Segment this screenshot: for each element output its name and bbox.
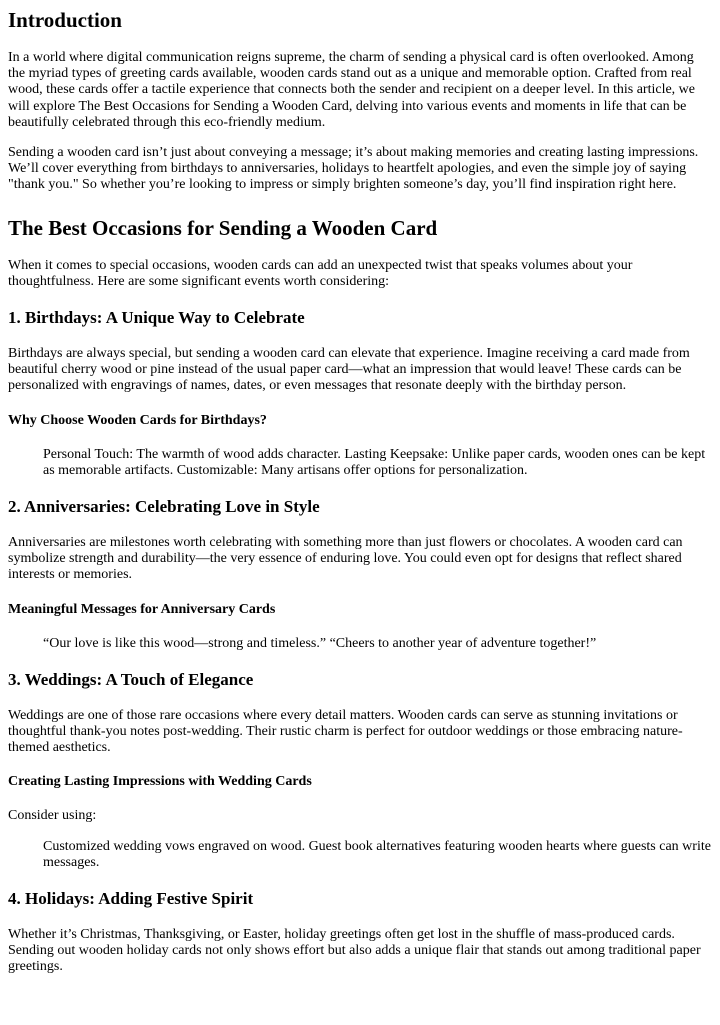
section-holidays-heading: 4. Holidays: Adding Festive Spirit [8, 889, 254, 909]
section-weddings-subheading: Creating Lasting Impressions with Wedding Cards [8, 774, 312, 790]
section-anniversaries-quote: “Our love is like this wood—strong and timeless.” “Cheers to another year of adventure together!” [43, 635, 597, 651]
section-holidays-paragraph: Whether it’s Christmas, Thanksgiving, or Easter, holiday greetings often get lost in the shuffle of mass-produced cards. Sending out wooden holiday cards not only shows effort but also adds a unique flair that stands out among traditional paper greetings. [8, 927, 701, 975]
intro-paragraph-2: Sending a wooden card isn’t just about conveying a message; it’s about making memories and creating lasting impressions. We’ll cover everything from birthdays to anniversaries, holidays to heartfelt apologies, and even the simple joy of saying "thank you." So whether you’re looking to impress or simply brighten someone’s day, you’ll find inspiration right here. [8, 145, 699, 193]
section-birthdays-heading: 1. Birthdays: A Unique Way to Celebrate [8, 308, 305, 328]
section-birthdays-subheading: Why Choose Wooden Cards for Birthdays? [8, 412, 267, 428]
section-weddings-heading: 3. Weddings: A Touch of Elegance [8, 669, 254, 689]
section-anniversaries-paragraph: Anniversaries are milestones worth celebrating with something more than just flowers or chocolates. A wooden card can symbolize strength and durability—the very essence of enduring love. You could even opt for designs that reflect shared interests or memories. [8, 535, 683, 583]
main-heading: The Best Occasions for Sending a Wooden Card [8, 215, 438, 240]
section-weddings-quote: Customized wedding vows engraved on wood. Guest book alternatives featuring wooden hearts where guests can write messages. [43, 838, 711, 870]
section-birthdays-quote: Personal Touch: The warmth of wood adds character. Lasting Keepsake: Unlike paper cards, wooden ones can be kept as memorable artifacts. Customizable: Many artisans offer options for personalization. [43, 446, 706, 478]
section-anniversaries-subheading: Meaningful Messages for Anniversary Cards [8, 601, 276, 617]
intro-paragraph-1: In a world where digital communication reigns supreme, the charm of sending a physical card is often overlooked. Among the myriad types of greeting cards available, wooden cards stand out as a unique and memorable option. Crafted from real wood, these cards offer a tactile experience that connects both the sender and recipient on a deeper level. In this article, we will explore The Best Occasions for Sending a Wooden Card, delving into various events and moments in life that can be beautifully celebrated through this eco-friendly medium. [8, 50, 695, 130]
article [0, 8, 720, 976]
section-weddings-paragraph: Weddings are one of those rare occasions where every detail matters. Wooden cards can serve as stunning invitations or thoughtful thank-you notes post-wedding. Their rustic charm is perfect for outdoor weddings or those embracing nature-themed aesthetics. [8, 707, 683, 756]
section-weddings-consider: Consider using: [8, 808, 97, 824]
main-paragraph: When it comes to special occasions, wooden cards can add an unexpected twist that speaks volumes about your thoughtfulness. Here are some significant events worth considering: [8, 257, 633, 289]
intro-heading: Introduction [8, 8, 122, 32]
section-birthdays-paragraph: Birthdays are always special, but sending a wooden card can elevate that experience. Imagine receiving a card made from beautiful cherry wood or pine instead of the usual paper card—what an impression that would leave! These cards can be personalized with engravings of names, dates, or even messages that resonate deeply with the birthday person. [8, 346, 690, 394]
section-anniversaries-heading: 2. Anniversaries: Celebrating Love in Style [8, 497, 320, 517]
